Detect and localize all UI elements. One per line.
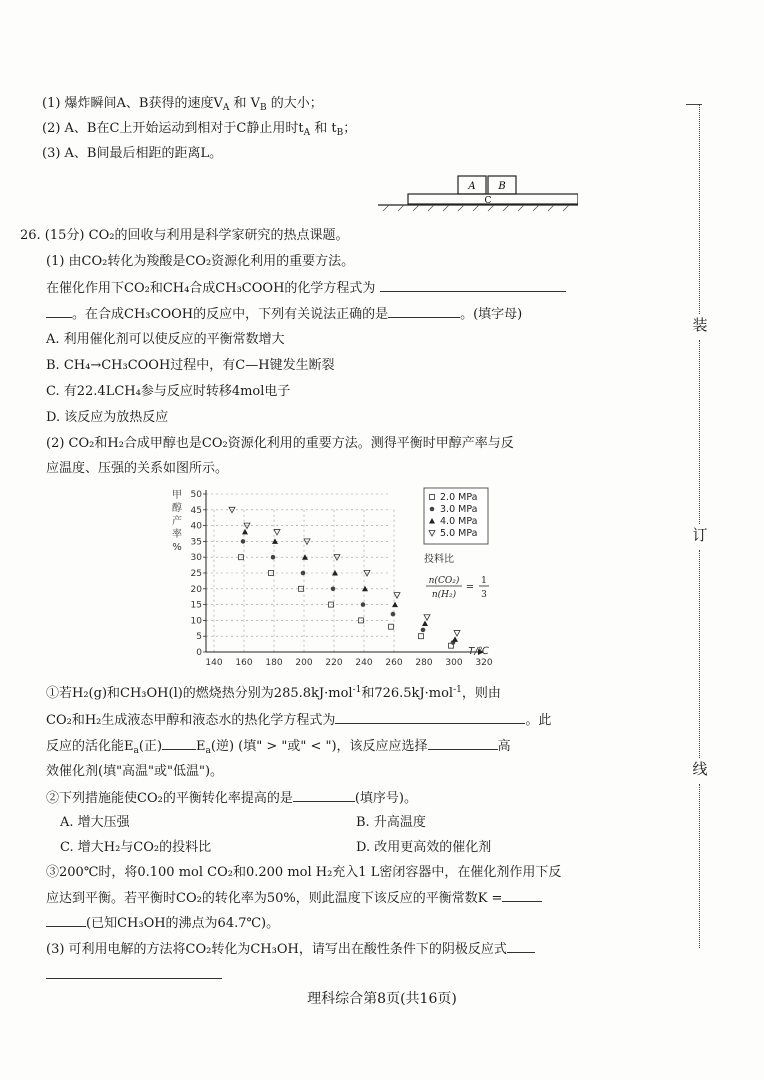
data-point	[241, 539, 246, 544]
data-point	[421, 628, 426, 633]
sub-question-3-line1: ③200℃时，将0.100 mol CO₂和0.200 mol H₂充入1 L密闭容器中，在催化剂作用下反	[46, 865, 562, 880]
sub-question-1-line2: CO₂和H₂生成液态甲醇和液态水的热化学方程式为 。此	[46, 713, 552, 728]
y-tick-label: 0	[196, 648, 202, 658]
data-point	[419, 634, 424, 639]
binding-dotted-line	[699, 550, 700, 758]
answer-blank-k[interactable]	[502, 889, 542, 902]
option2-a: A. 增大压强	[60, 815, 130, 830]
option-b: B. CH₄→CH₃COOH过程中，有C—H键发生断裂	[46, 358, 335, 373]
x-tick-label: 240	[355, 658, 373, 668]
ground-hatch	[383, 205, 569, 211]
prev-q3: (3) A、B间最后相距的距离L。	[42, 146, 223, 161]
x-tick-label: 160	[235, 658, 253, 668]
label-a: A	[468, 181, 476, 192]
data-point	[422, 621, 428, 627]
x-tick-label: 280	[415, 658, 433, 668]
data-point	[452, 636, 458, 642]
margin-label-ding: 订	[692, 526, 708, 544]
label-b: B	[498, 181, 506, 192]
feed-ratio-numerator: n(CO₂)	[428, 576, 460, 586]
data-point	[274, 529, 280, 535]
option-a: A. 利用催化剂可以使反应的平衡常数增大	[46, 332, 285, 347]
x-tick-label: 260	[385, 658, 403, 668]
feed-ratio-denominator: n(H₂)	[431, 590, 457, 600]
x-axis-label: T/℃	[468, 646, 489, 657]
binding-dotted-line	[699, 104, 700, 314]
q26-part2-line1: (2) CO₂和H₂合成甲醇也是CO₂资源化利用的重要方法。测得平衡时甲醇产率与反	[46, 436, 514, 451]
data-point	[394, 593, 400, 599]
feed-ratio-equals: =	[465, 582, 475, 593]
option2-d: D. 改用更高效的催化剂	[356, 840, 492, 855]
prev-q2: (2) A、B在C上开始运动到相对于C静止用时$t_A$ 和 $t_B$；	[42, 121, 357, 138]
prev-q1: (1) 爆炸瞬间A、B获得的速度$V_A$ 和 $V_B$ 的大小；	[42, 96, 323, 113]
q26-part2-line2: 应温度、压强的关系如图所示。	[46, 461, 229, 476]
data-point	[242, 529, 248, 535]
chart-legend	[424, 488, 489, 600]
data-point	[391, 612, 396, 617]
sub-question-1-line3: 反应的活化能$E_a$(正) $E_a$(逆) (填" > "或" < ")，该反应应选择 高	[46, 739, 511, 756]
y-axis-label-char: 率	[172, 529, 182, 540]
y-axis-label-char: 甲	[172, 490, 182, 501]
answer-blank-cathode[interactable]	[507, 940, 535, 953]
answer-blank-equation[interactable]	[380, 279, 566, 292]
y-tick-label: 35	[190, 537, 202, 548]
page-footer: 理科综合第8页(共16页)	[307, 991, 457, 1007]
y-axis-label-char: %	[172, 542, 182, 553]
y-tick-label: 30	[190, 553, 202, 564]
y-tick-label: 5	[196, 632, 202, 643]
sub-question-2: ②下列措施能使CO₂的平衡转化率提高的是 (填序号)。	[46, 791, 417, 806]
legend-label: 3.0 MPa	[440, 504, 478, 515]
y-axis-label-char: 醇	[172, 503, 182, 514]
sub-question-3-line3: (已知CH₃OH的沸点为64.7℃)。	[46, 914, 279, 933]
sub-question-1-line1: ①若H₂(g)和CH₃OH(l)的燃烧热分别为285.8kJ·mol$^{-1}$和726.5kJ·mol$^{-1}$，则由	[46, 685, 501, 701]
methanol-yield-chart	[166, 480, 496, 670]
answer-blank-temp[interactable]	[428, 737, 498, 750]
label-c: C	[484, 196, 492, 206]
margin-label-zhuang: 装	[692, 316, 708, 334]
x-tick-label: 140	[205, 658, 223, 668]
sub-question-3-line2: 应达到平衡。若平衡时CO₂的转化率为50%，则此温度下该反应的平衡常数K =	[46, 889, 542, 908]
y-tick-label: 50	[190, 490, 202, 500]
answer-blank-cathode-cont[interactable]	[46, 966, 222, 979]
q26-part1-intro: (1) 由CO₂转化为羧酸是CO₂资源化利用的重要方法。	[46, 254, 355, 269]
data-point	[331, 587, 336, 592]
margin-label-xian: 线	[692, 760, 708, 778]
q26-part3: (3) 可利用电解的方法将CO₂转化为CH₃OH，请写出在酸性条件下的阴极反应式	[46, 940, 535, 959]
data-point	[389, 624, 394, 629]
data-point	[392, 602, 398, 608]
y-axis-label-char: 产	[172, 516, 182, 527]
q26-part1-question: 。在合成CH₃COOH的反应中，下列有关说法正确的是 。(填字母)	[46, 305, 522, 324]
y-tick-label: 25	[190, 569, 202, 579]
answer-blank-equation-cont[interactable]	[46, 305, 72, 318]
feed-ratio-value-den: 3	[481, 590, 487, 600]
feed-ratio-label: 投料比	[424, 554, 454, 565]
legend-label: 2.0 MPa	[440, 492, 478, 503]
x-tick-label: 320	[475, 658, 493, 668]
sub-question-1-line4: 效催化剂(填"高温"或"低温")。	[46, 764, 224, 779]
block-diagram	[378, 172, 578, 214]
x-tick-label: 220	[325, 658, 343, 668]
option2-c: C. 增大H₂与CO₂的投料比	[60, 840, 212, 855]
option-d: D. 该反应为放热反应	[46, 410, 169, 425]
board-c	[408, 194, 578, 204]
q26-part3-cont	[46, 966, 222, 985]
answer-blank-k-cont[interactable]	[46, 914, 86, 927]
option-c: C. 有22.4LCH₄参与反应时转移4mol电子	[46, 384, 291, 399]
data-point	[424, 615, 430, 621]
data-point	[361, 602, 366, 607]
y-tick-label: 15	[190, 600, 202, 611]
q26-part1-equation: 在催化作用下CO₂和CH₄合成CH₃COOH的化学方程式为	[46, 279, 566, 298]
answer-blank-measures[interactable]	[293, 789, 355, 802]
binding-dotted-line	[699, 784, 700, 948]
y-tick-label: 40	[190, 521, 202, 532]
feed-ratio-value-num: 1	[481, 576, 487, 586]
data-point	[271, 555, 276, 560]
y-tick-label: 45	[190, 505, 202, 516]
q26-heading: 26. (15分) CO₂的回收与利用是科学家研究的热点课题。	[20, 228, 349, 243]
answer-blank-choice[interactable]	[388, 305, 460, 318]
data-point	[301, 571, 306, 576]
x-tick-label: 180	[265, 658, 283, 668]
legend-marker	[430, 507, 435, 512]
y-tick-label: 10	[190, 616, 202, 627]
y-tick-label: 20	[190, 584, 202, 595]
legend-label: 5.0 MPa	[440, 528, 478, 539]
x-tick-label: 200	[295, 658, 313, 668]
binding-dotted-line	[699, 340, 700, 524]
answer-blank-compare[interactable]	[162, 737, 196, 750]
option2-b: B. 升高温度	[356, 815, 426, 830]
data-point	[454, 631, 460, 637]
answer-blank-thermo-eq[interactable]	[335, 711, 525, 724]
legend-label: 4.0 MPa	[440, 516, 478, 527]
x-tick-label: 300	[445, 658, 463, 668]
